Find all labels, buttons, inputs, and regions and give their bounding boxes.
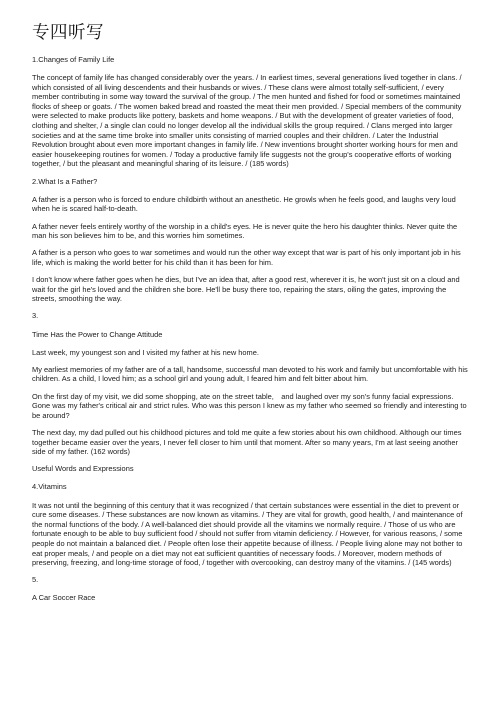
paragraph: On the first day of my visit, we did some shopping, ate on the street table, and laughed over my son's funny facial expressions. Gone was my father's critical air and strict rules. Who was this person I knew as my father who seemed so friendly and interesting to be around? bbox=[32, 391, 467, 420]
paragraph: The concept of family life has changed considerably over the years. / In earliest times, several generations lived together in clans. / which consisted of all living descendents and their husbands or wives. / These clans were almost totally self-sufficient, / every member contributing in some way toward the survival of the group. / The men hunted and fished for food or sometimes maintained flocks of sheep or goats. / The women baked bread and roasted the meat their men provided. / Special members of the community were selected to make products like pottery, baskets and home weapons. / But with the development of greater varieties of food, clothing and shelter, / a single clan could no longer develop all the individual skills the group required. / Clans merged into larger societies and at the same time broke into smaller units consisting of married couples and their children. / Later the Industrial Revolution brought about even more important changes in family life. / New inventions brought shorter working hours for men and easier housekeeping routines for women. / Today a productive family life suggests not the group's cooperative efforts of working together, / but the pleasant and meaningful sharing of its leisure. / (185 words) bbox=[32, 73, 462, 169]
paragraph: My earliest memories of my father are of a tall, handsome, successful man devoted to his work and family but uncomfortable with his children. As a child, I loved him; as a school girl and young adult, I feared him and felt bitter about him. bbox=[32, 364, 468, 384]
document-body bbox=[32, 55, 472, 603]
section-heading: 3. bbox=[32, 311, 39, 321]
section-heading: 4.Vitamins bbox=[32, 482, 67, 492]
section-heading: 5. bbox=[32, 575, 39, 585]
paragraph: Last week, my youngest son and I visited my father at his new home. bbox=[32, 347, 259, 357]
section-heading: 1.Changes of Family Life bbox=[32, 55, 115, 64]
paragraph: A father is a person who goes to war sometimes and would run the other way except that war is part of his only important job in his life, which is making the world better for his child than it has been for him. bbox=[32, 248, 461, 267]
section-heading: 2.What Is a Father? bbox=[32, 176, 98, 186]
section-heading: A Car Soccer Race bbox=[32, 593, 96, 603]
paragraph: The next day, my dad pulled out his childhood pictures and told me quite a few stories about his own childhood. Although our times together became easier over the years, I never fell closer to him until that moment. After so many years, I'm at last seeing another side of my father. (162 words) bbox=[32, 427, 462, 457]
page-title: 专四听写 bbox=[32, 22, 104, 42]
paragraph: A father never feels entirely worthy of the worship in a child's eyes. He is never quite the hero his daughter thinks. Never quite the man his son believes him to be, and this worries him sometimes. bbox=[32, 221, 458, 241]
section-heading: Time Has the Power to Change Attitude bbox=[32, 329, 163, 339]
paragraph: A father is a person who is forced to endure childbirth without an anesthetic. He growls when he feels good, and laughs very loud when he is scared half-to-death. bbox=[32, 194, 456, 214]
paragraph: I don't know where father goes when he dies, but I've an idea that, after a good rest, wherever it is, he won't just sit on a cloud and wait for the girl he's loved and the children she bore. He'll be busy there too, repairing the stars, oiling the gates, improving the streets, smoothing the way. bbox=[32, 275, 460, 304]
paragraph: It was not until the beginning of this century that it was recognized / that certain substances were essential in the diet to prevent or cure some diseases. / These substances are now known as vitamins. / They are vital for growth, good health, / and maintenance of the normal functions of the body. / A well-balanced diet should provide all the vitamins we normally require. / Those of us who are fortunate enough to be able to buy sufficient food / should not suffer from vitamin deficiency. / However, for various reasons, / some people do not maintain a balanced diet. / People often lose their appetite because of illness. / People living alone may not bother to eat proper meals, / and people on a diet may not eat sufficient quantities of necessary foods. / Moreover, modern methods of preserving, freezing, and long-time storage of food, / together with overcooking, can destroy many of the vitamins. / (145 words) bbox=[32, 500, 463, 568]
section-heading: Useful Words and Expressions bbox=[32, 464, 134, 474]
